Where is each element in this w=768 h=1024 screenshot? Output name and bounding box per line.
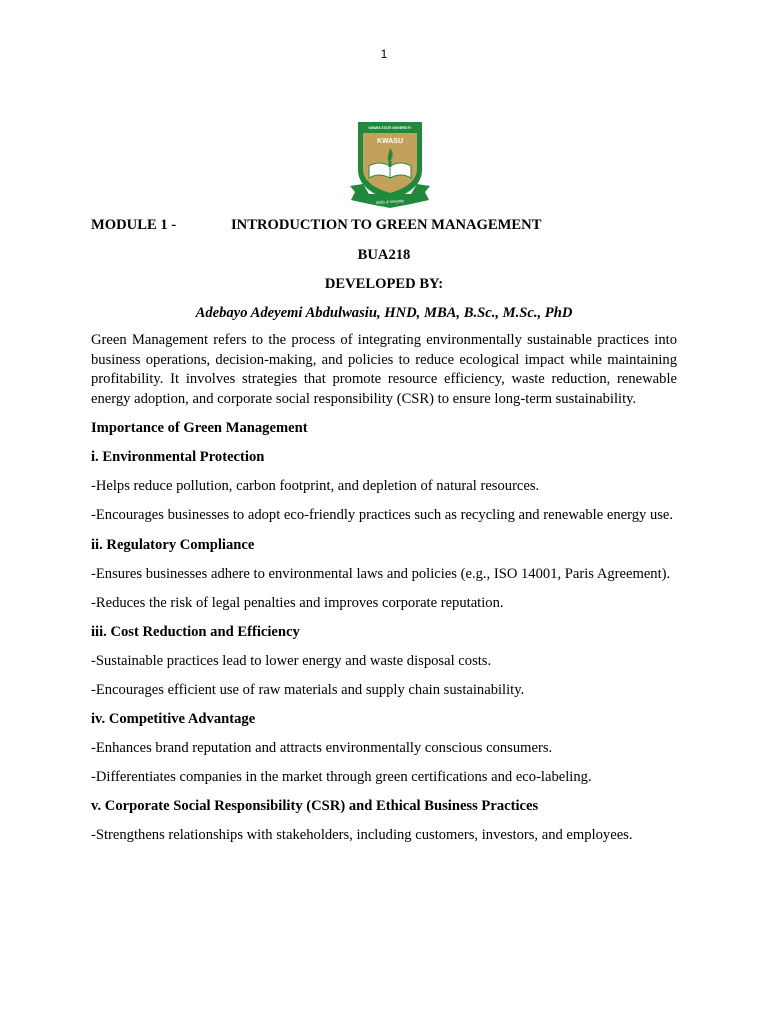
module-label: MODULE 1 - [91, 217, 177, 233]
intro-paragraph: Green Management refers to the process of integrating environmentally sustainable practices into business operations, decision-making, and policies to reduce ecological impact while maintaining profitability. It involves strategies that promote resource efficiency, waste reduction, renewable energy adoption, and corporate social responsibility (CSR) to ensure long-term sustainability. [91, 332, 677, 408]
importance-heading: Importance of Green Management [91, 420, 308, 437]
list-item: -Strengthens relationships with stakeholders, including customers, investors, and employees. [91, 827, 633, 844]
section-regulatory [91, 536, 677, 614]
section-competitive [91, 710, 677, 788]
list-item: -Ensures businesses adhere to environmental laws and policies (e.g., ISO 14001, Paris Agreement). [91, 565, 671, 582]
page-number: 1 [380, 47, 388, 61]
list-item: -Enhances brand reputation and attracts environmentally conscious consumers. [91, 740, 553, 757]
section-title: i. Environmental Protection [91, 449, 265, 466]
section-title: v. Corporate Social Responsibility (CSR) and Ethical Business Practices [91, 798, 539, 815]
section-cost [91, 623, 677, 701]
section-environmental [91, 448, 677, 526]
module-title: INTRODUCTION TO GREEN MANAGEMENT [231, 217, 542, 233]
list-item: -Encourages businesses to adopt eco-friendly practices such as recycling and renewable energy use. [91, 507, 674, 524]
document-body [91, 216, 677, 846]
section-csr [91, 797, 677, 846]
section-title: iv. Competitive Advantage [91, 711, 256, 728]
svg-text:Skills & Integrity: Skills & Integrity [375, 198, 405, 205]
list-item: -Reduces the risk of legal penalties and improves corporate reputation. [91, 594, 504, 611]
developed-by-label: DEVELOPED BY: [324, 275, 444, 292]
author-name: Adebayo Adeyemi Abdulwasiu, HND, MBA, B.Sc., M.Sc., PhD [195, 304, 573, 321]
svg-text:KWARA STATE UNIVERSITY: KWARA STATE UNIVERSITY [368, 126, 412, 130]
section-title: iii. Cost Reduction and Efficiency [91, 623, 300, 640]
list-item: -Differentiates companies in the market through green certifications and eco-labeling. [91, 769, 592, 786]
module-heading [91, 216, 677, 237]
section-title: ii. Regulatory Compliance [91, 536, 255, 553]
list-item: -Encourages efficient use of raw materials and supply chain sustainability. [91, 682, 525, 698]
list-item: -Sustainable practices lead to lower energy and waste disposal costs. [91, 652, 492, 669]
course-code: BUA218 [357, 247, 411, 263]
kwasu-logo [349, 120, 431, 208]
list-item: -Helps reduce pollution, carbon footprint, and depletion of natural resources. [91, 478, 540, 495]
svg-text:KWASU: KWASU [376, 138, 404, 145]
